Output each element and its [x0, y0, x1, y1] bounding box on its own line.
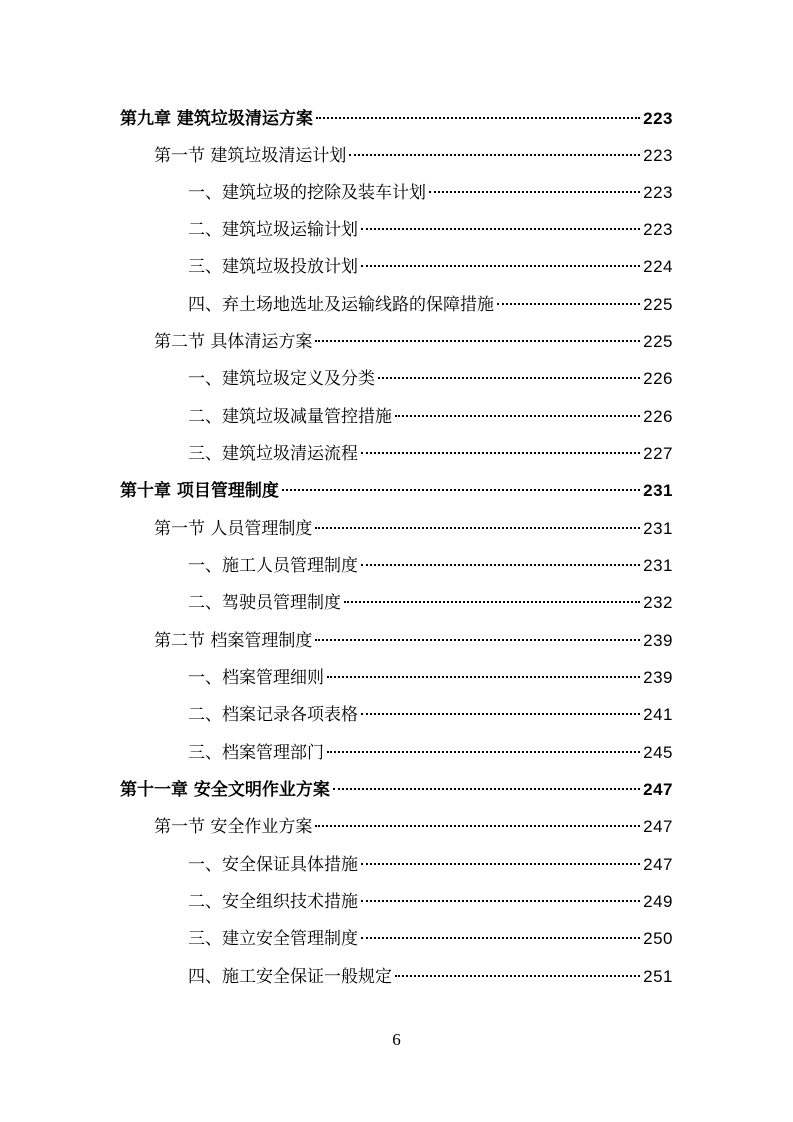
toc-entry-title: 第二节 具体清运方案 — [154, 332, 313, 352]
page-number: 6 — [392, 1030, 401, 1049]
dot-leader — [429, 191, 640, 193]
toc-entry-page: 223 — [643, 146, 673, 165]
toc-subsection[interactable] — [188, 740, 673, 766]
toc-entry-title: 第十章 项目管理制度 — [120, 481, 279, 501]
dot-leader — [361, 937, 640, 939]
toc-entry-page: 250 — [643, 929, 673, 948]
dot-leader — [361, 900, 640, 902]
toc-section[interactable] — [154, 628, 673, 654]
toc-entry-page: 239 — [643, 668, 673, 687]
toc-entry-title: 二、安全组织技术措施 — [188, 892, 358, 912]
toc-entry-page: 249 — [643, 892, 673, 911]
dot-leader — [327, 676, 640, 678]
toc-entry-title: 二、建筑垃圾减量管控措施 — [188, 407, 392, 427]
toc-entry-title: 二、驾驶员管理制度 — [188, 593, 341, 613]
toc-entry-page: 247 — [643, 780, 673, 799]
toc-entry-page: 223 — [643, 183, 673, 202]
toc-subsection[interactable] — [188, 852, 673, 878]
dot-leader — [282, 489, 640, 491]
toc-chapter-9[interactable] — [120, 106, 673, 132]
dot-leader — [361, 228, 640, 230]
toc-subsection[interactable] — [188, 964, 673, 990]
dot-leader — [395, 975, 640, 977]
toc-entry-title: 一、建筑垃圾的挖除及装车计划 — [188, 183, 426, 203]
toc-entry-page: 225 — [643, 332, 673, 351]
toc-entry-page: 241 — [643, 705, 673, 724]
toc-entry-page: 226 — [643, 369, 673, 388]
dot-leader — [361, 265, 640, 267]
toc-entry-page: 227 — [643, 444, 673, 463]
toc-subsection[interactable] — [188, 665, 673, 691]
toc-entry-title: 第一节 建筑垃圾清运计划 — [154, 146, 347, 166]
toc-entry-title: 一、施工人员管理制度 — [188, 556, 358, 576]
dot-leader — [497, 303, 640, 305]
toc-entry-title: 三、建筑垃圾投放计划 — [188, 257, 358, 277]
dot-leader — [315, 825, 640, 827]
toc-chapter-10[interactable] — [120, 478, 673, 504]
toc-entry-title: 第十一章 安全文明作业方案 — [120, 780, 330, 800]
toc-section[interactable] — [154, 814, 673, 840]
toc-entry-title: 第九章 建筑垃圾清运方案 — [120, 109, 313, 129]
toc-entry-title: 三、建筑垃圾清运流程 — [188, 444, 358, 464]
toc-entry-page: 223 — [643, 220, 673, 239]
toc-entry-title: 一、档案管理细则 — [188, 668, 324, 688]
dot-leader — [315, 340, 640, 342]
dot-leader — [361, 564, 640, 566]
toc-subsection[interactable] — [188, 926, 673, 952]
dot-leader — [349, 154, 640, 156]
dot-leader — [361, 713, 640, 715]
toc-subsection[interactable] — [188, 254, 673, 280]
dot-leader — [344, 601, 640, 603]
toc-entry-title: 一、安全保证具体措施 — [188, 855, 358, 875]
toc-chapter-11[interactable] — [120, 777, 673, 803]
toc-entry-page: 223 — [643, 109, 673, 128]
toc-entry-page: 231 — [643, 481, 673, 500]
toc-subsection[interactable] — [188, 553, 673, 579]
toc-subsection[interactable] — [188, 702, 673, 728]
toc-entry-page: 245 — [643, 743, 673, 762]
dot-leader — [361, 452, 640, 454]
toc-subsection[interactable] — [188, 889, 673, 915]
toc-entry-title: 四、弃土场地选址及运输线路的保障措施 — [188, 295, 494, 315]
toc-subsection[interactable] — [188, 217, 673, 243]
toc-entry-page: 247 — [643, 855, 673, 874]
toc-entry-title: 第二节 档案管理制度 — [154, 631, 313, 651]
toc-subsection[interactable] — [188, 366, 673, 392]
toc-entry-page: 239 — [643, 631, 673, 650]
toc-entry-page: 225 — [643, 295, 673, 314]
dot-leader — [315, 527, 640, 529]
toc-entry-page: 226 — [643, 407, 673, 426]
dot-leader — [333, 788, 640, 790]
dot-leader — [395, 415, 640, 417]
toc-subsection[interactable] — [188, 590, 673, 616]
toc-entry-page: 231 — [643, 556, 673, 575]
dot-leader — [361, 863, 640, 865]
dot-leader — [378, 377, 640, 379]
toc-section[interactable] — [154, 143, 673, 169]
toc-entry-title: 第一节 安全作业方案 — [154, 817, 313, 837]
toc-entry-title: 一、建筑垃圾定义及分类 — [188, 369, 375, 389]
toc-entry-title: 三、建立安全管理制度 — [188, 929, 358, 949]
toc-entry-page: 251 — [643, 967, 673, 986]
toc-subsection[interactable] — [188, 292, 673, 318]
toc-subsection[interactable] — [188, 441, 673, 467]
toc-entry-page: 231 — [643, 519, 673, 538]
toc-entry-title: 四、施工安全保证一般规定 — [188, 967, 392, 987]
toc-entry-title: 第一节 人员管理制度 — [154, 519, 313, 539]
toc-subsection[interactable] — [188, 404, 673, 430]
toc-entry-title: 三、档案管理部门 — [188, 743, 324, 763]
toc-entry-title: 二、建筑垃圾运输计划 — [188, 220, 358, 240]
dot-leader — [316, 117, 640, 119]
dot-leader — [315, 639, 640, 641]
toc-entry-page: 247 — [643, 817, 673, 836]
toc-entry-page: 224 — [643, 257, 673, 276]
toc-section[interactable] — [154, 329, 673, 355]
dot-leader — [327, 751, 640, 753]
toc-entry-page: 232 — [643, 593, 673, 612]
toc-entry-title: 二、档案记录各项表格 — [188, 705, 358, 725]
toc-subsection[interactable] — [188, 180, 673, 206]
toc-section[interactable] — [154, 516, 673, 542]
